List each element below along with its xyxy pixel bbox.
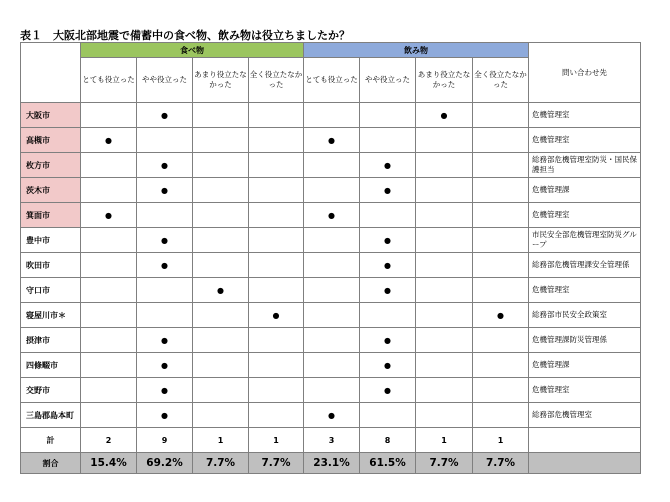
drink-response-cell (416, 178, 473, 203)
food-response-cell (249, 128, 304, 153)
food-response-cell (81, 103, 137, 128)
food-response-cell: ● (137, 228, 193, 253)
corner-cell (21, 43, 81, 103)
drink-response-cell: ● (304, 203, 360, 228)
food-response-cell (249, 253, 304, 278)
contact-cell: 危機管理室 (529, 278, 641, 303)
food-response-cell (81, 378, 137, 403)
city-name: 枚方市 (21, 153, 81, 178)
total-value: 3 (304, 428, 360, 453)
total-value: 1 (416, 428, 473, 453)
table-row (21, 178, 641, 203)
food-response-cell (193, 178, 249, 203)
food-response-cell (81, 303, 137, 328)
food-response-cell: ● (137, 153, 193, 178)
contact-cell: 総務部市民安全政策室 (529, 303, 641, 328)
food-response-cell (193, 328, 249, 353)
food-response-cell (249, 203, 304, 228)
contact-cell: 危機管理室 (529, 103, 641, 128)
table-row (21, 228, 641, 253)
city-name: 摂津市 (21, 328, 81, 353)
drink-response-cell: ● (416, 103, 473, 128)
total-value: 1 (193, 428, 249, 453)
food-response-cell (193, 353, 249, 378)
table-row (21, 203, 641, 228)
drink-response-cell (473, 228, 529, 253)
totals-label: 計 (21, 428, 81, 453)
food-response-cell (81, 178, 137, 203)
drink-response-cell (473, 203, 529, 228)
drink-response-cell (360, 203, 416, 228)
drink-option-header: とても役立った (304, 58, 360, 103)
percentage-value: 15.4% (81, 453, 137, 474)
food-response-cell (249, 178, 304, 203)
food-response-cell (81, 278, 137, 303)
drink-response-cell (473, 353, 529, 378)
drink-response-cell (416, 153, 473, 178)
drink-response-cell (416, 353, 473, 378)
food-response-cell: ● (81, 203, 137, 228)
food-option-header: あまり役立たなかった (193, 58, 249, 103)
table-row (21, 253, 641, 278)
total-value: 2 (81, 428, 137, 453)
drink-response-cell (304, 153, 360, 178)
empty-cell (529, 428, 641, 453)
drink-response-cell: ● (360, 353, 416, 378)
drink-response-cell (360, 303, 416, 328)
totals-row (21, 428, 641, 453)
drink-response-cell (473, 403, 529, 428)
food-response-cell: ● (249, 303, 304, 328)
food-response-cell (193, 128, 249, 153)
city-name: 三島郡島本町 (21, 403, 81, 428)
food-response-cell (81, 328, 137, 353)
table-body (21, 43, 641, 474)
food-response-cell: ● (137, 103, 193, 128)
table-row (21, 378, 641, 403)
drink-response-cell (416, 278, 473, 303)
drink-response-cell (473, 253, 529, 278)
drink-response-cell: ● (360, 178, 416, 203)
city-name: 豊中市 (21, 228, 81, 253)
food-response-cell (249, 353, 304, 378)
food-response-cell: ● (137, 328, 193, 353)
city-name: 大阪市 (21, 103, 81, 128)
empty-cell (529, 453, 641, 474)
drink-response-cell (416, 303, 473, 328)
contact-cell: 総務部危機管理室 (529, 403, 641, 428)
percentage-row (21, 453, 641, 474)
city-name: 茨木市 (21, 178, 81, 203)
food-response-cell (193, 103, 249, 128)
city-name: 高槻市 (21, 128, 81, 153)
food-response-cell (249, 103, 304, 128)
drink-response-cell: ● (360, 153, 416, 178)
city-name: 交野市 (21, 378, 81, 403)
table-row (21, 328, 641, 353)
percentage-value: 7.7% (416, 453, 473, 474)
city-name: 吹田市 (21, 253, 81, 278)
drink-response-cell: ● (360, 328, 416, 353)
drink-response-cell (416, 228, 473, 253)
drink-response-cell (360, 128, 416, 153)
drink-response-cell (416, 203, 473, 228)
drink-option-header: 全く役立たなかった (473, 58, 529, 103)
city-name: 四條畷市 (21, 353, 81, 378)
food-response-cell (137, 128, 193, 153)
food-response-cell (249, 153, 304, 178)
drink-response-cell (416, 328, 473, 353)
drink-response-cell: ● (360, 253, 416, 278)
food-response-cell (137, 203, 193, 228)
food-response-cell (193, 228, 249, 253)
percentage-value: 61.5% (360, 453, 416, 474)
contact-cell: 危機管理室 (529, 128, 641, 153)
contact-cell: 危機管理室 (529, 378, 641, 403)
food-response-cell (193, 378, 249, 403)
percentage-label: 割合 (21, 453, 81, 474)
total-value: 9 (137, 428, 193, 453)
city-name: 守口市 (21, 278, 81, 303)
food-response-cell: ● (137, 178, 193, 203)
food-response-cell: ● (137, 353, 193, 378)
drink-response-cell: ● (360, 278, 416, 303)
drink-response-cell (416, 253, 473, 278)
drink-response-cell (416, 403, 473, 428)
food-response-cell (193, 253, 249, 278)
city-name: 寝屋川市＊ (21, 303, 81, 328)
drink-response-cell: ● (304, 128, 360, 153)
food-response-cell (81, 353, 137, 378)
food-option-header: やや役立った (137, 58, 193, 103)
contact-cell: 総務部危機管理室防災・国民保護担当 (529, 153, 641, 178)
table-row (21, 303, 641, 328)
total-value: 1 (473, 428, 529, 453)
food-response-cell (137, 303, 193, 328)
percentage-value: 69.2% (137, 453, 193, 474)
drink-response-cell: ● (473, 303, 529, 328)
food-response-cell (193, 303, 249, 328)
table-row (21, 353, 641, 378)
drink-response-cell (304, 228, 360, 253)
group-header-row (21, 43, 641, 58)
drink-response-cell (473, 278, 529, 303)
drink-option-header: やや役立った (360, 58, 416, 103)
food-response-cell (81, 153, 137, 178)
contact-cell: 危機管理課 (529, 178, 641, 203)
food-response-cell (193, 403, 249, 428)
contact-header: 問い合わせ先 (529, 43, 641, 103)
food-option-header: 全く役立たなかった (249, 58, 304, 103)
drink-response-cell (416, 128, 473, 153)
drink-response-cell (473, 178, 529, 203)
food-response-cell: ● (193, 278, 249, 303)
drink-response-cell (473, 103, 529, 128)
contact-cell: 市民安全部危機管理室防災グループ (529, 228, 641, 253)
drink-response-cell (473, 378, 529, 403)
percentage-value: 7.7% (249, 453, 304, 474)
contact-cell: 危機管理室 (529, 203, 641, 228)
drink-response-cell: ● (360, 228, 416, 253)
table-row (21, 103, 641, 128)
contact-cell: 総務部危機管理課安全管理係 (529, 253, 641, 278)
city-name: 箕面市 (21, 203, 81, 228)
drink-response-cell (416, 378, 473, 403)
drink-response-cell (304, 253, 360, 278)
survey-table (20, 42, 641, 474)
drink-response-cell (304, 303, 360, 328)
drink-response-cell (304, 178, 360, 203)
food-response-cell: ● (137, 253, 193, 278)
food-response-cell (81, 253, 137, 278)
food-response-cell: ● (137, 403, 193, 428)
food-response-cell: ● (137, 378, 193, 403)
food-response-cell: ● (81, 128, 137, 153)
percentage-value: 7.7% (193, 453, 249, 474)
table-title: 表１ 大阪北部地震で備蓄中の食べ物、飲み物は役立ちましたか？ (20, 29, 350, 42)
food-response-cell (137, 278, 193, 303)
drink-group-header: 飲み物 (304, 43, 529, 58)
food-response-cell (249, 278, 304, 303)
drink-response-cell (304, 278, 360, 303)
drink-option-header: あまり役立たなかった (416, 58, 473, 103)
drink-response-cell (304, 328, 360, 353)
food-group-header: 食べ物 (81, 43, 304, 58)
total-value: 8 (360, 428, 416, 453)
drink-response-cell (473, 128, 529, 153)
contact-cell: 危機管理課 (529, 353, 641, 378)
food-response-cell (193, 153, 249, 178)
food-response-cell (249, 228, 304, 253)
drink-response-cell (304, 103, 360, 128)
food-response-cell (249, 403, 304, 428)
food-response-cell (81, 228, 137, 253)
food-response-cell (249, 328, 304, 353)
drink-response-cell: ● (304, 403, 360, 428)
total-value: 1 (249, 428, 304, 453)
percentage-value: 7.7% (473, 453, 529, 474)
drink-response-cell (360, 103, 416, 128)
drink-response-cell (360, 403, 416, 428)
drink-response-cell (304, 378, 360, 403)
table-row (21, 128, 641, 153)
contact-cell: 危機管理課防災管理係 (529, 328, 641, 353)
food-response-cell (249, 378, 304, 403)
table-row (21, 153, 641, 178)
drink-response-cell (473, 153, 529, 178)
food-option-header: とても役立った (81, 58, 137, 103)
percentage-value: 23.1% (304, 453, 360, 474)
table-row (21, 278, 641, 303)
table-row (21, 403, 641, 428)
food-response-cell (81, 403, 137, 428)
drink-response-cell: ● (360, 378, 416, 403)
drink-response-cell (473, 328, 529, 353)
drink-response-cell (304, 353, 360, 378)
food-response-cell (193, 203, 249, 228)
